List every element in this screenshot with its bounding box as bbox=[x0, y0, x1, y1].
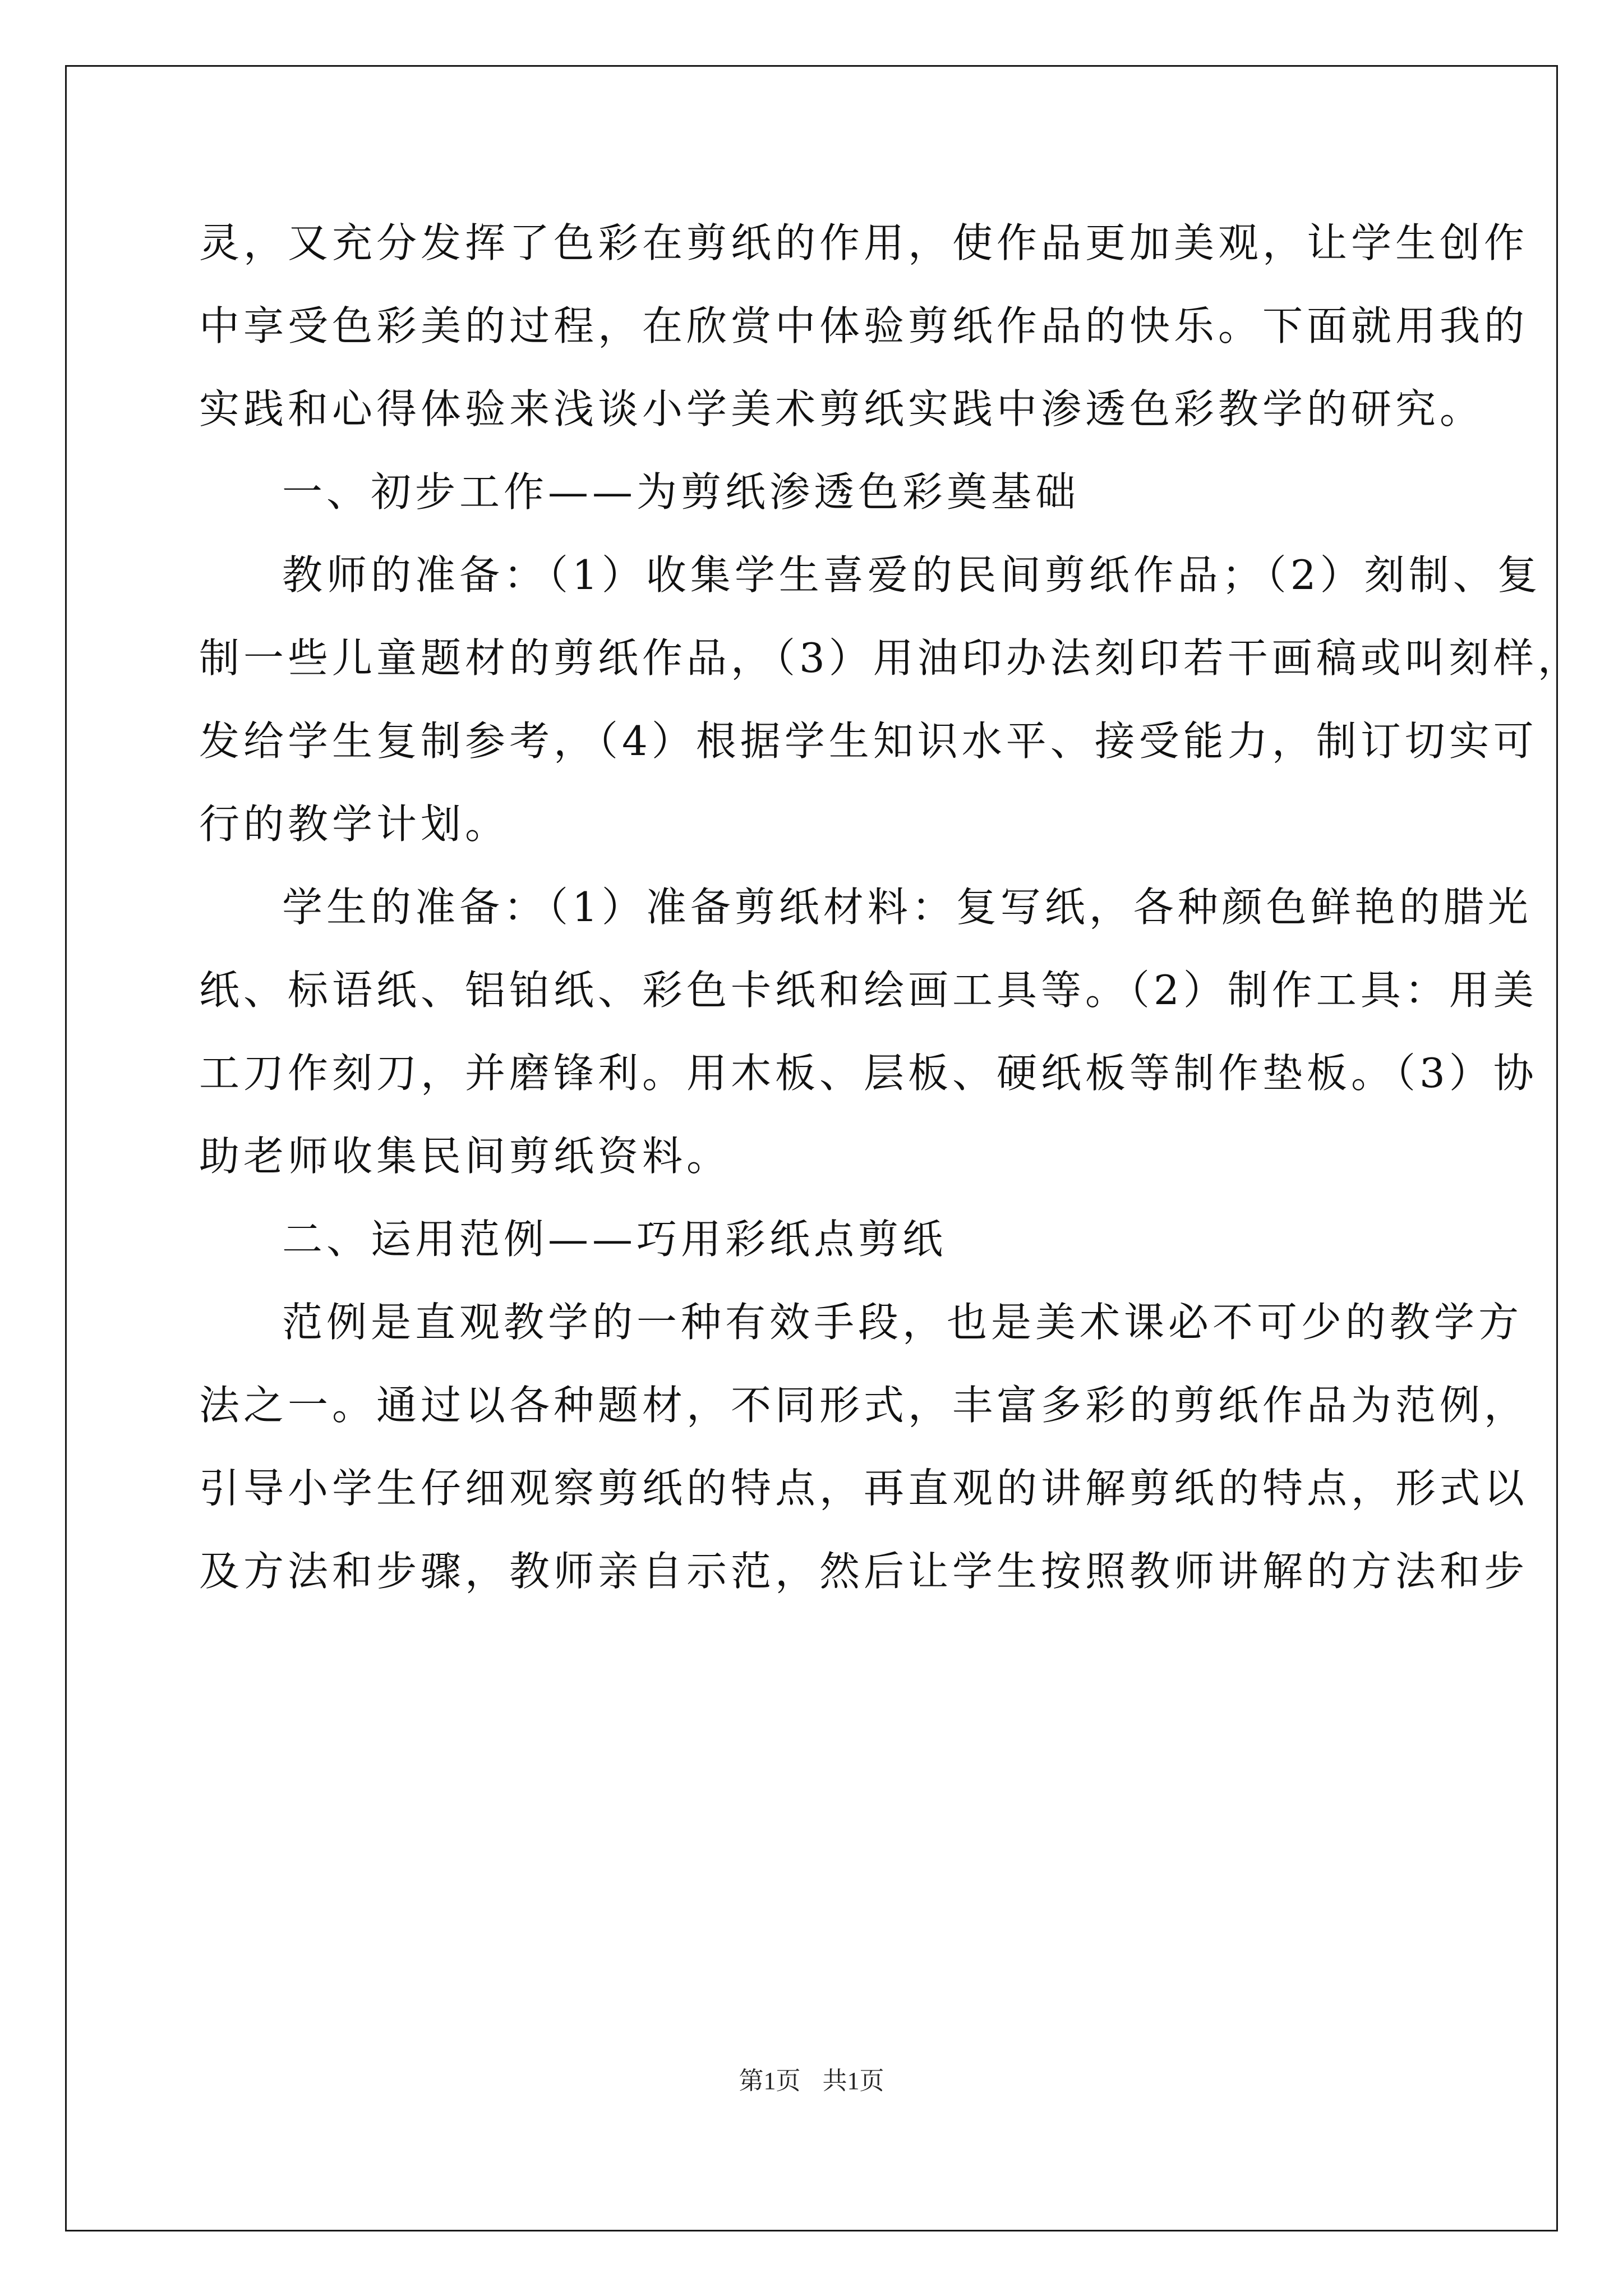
section-heading: 一、初步工作——为剪纸渗透色彩奠基础 bbox=[282, 468, 1080, 516]
page-footer bbox=[0, 2064, 1623, 2098]
page-total: 共1页 bbox=[822, 2067, 884, 2095]
text-line: 法之一。通过以各种题材，不同形式，丰富多彩的剪纸作品为范例， bbox=[199, 1382, 1529, 1429]
page-number: 第1页 bbox=[739, 2067, 801, 2095]
text-line: 引导小学生仔细观察剪纸的特点，再直观的讲解剪纸的特点，形式以 bbox=[199, 1465, 1529, 1512]
text-line: 助老师收集民间剪纸资料。 bbox=[199, 1133, 731, 1180]
text-line: 纸、标语纸、铝铂纸、彩色卡纸和绘画工具等。（2）制作工具：用美 bbox=[199, 967, 1538, 1014]
text-line: 发给学生复制参考，（4）根据学生知识水平、接受能力，制订切实可 bbox=[199, 717, 1538, 765]
text-line: 范例是直观教学的一种有效手段，也是美术课必不可少的教学方 bbox=[282, 1299, 1523, 1346]
text-line: 工刀作刻刀，并磨锋利。用木板、层板、硬纸板等制作垫板。（3）协 bbox=[199, 1050, 1538, 1097]
text-line: 及方法和步骤，教师亲自示范，然后让学生按照教师讲解的方法和步 bbox=[199, 1548, 1529, 1595]
text-line: 实践和心得体验来浅谈小学美术剪纸实践中渗透色彩教学的研究。 bbox=[199, 385, 1484, 432]
text-line: 行的教学计划。 bbox=[199, 800, 510, 848]
text-line: 灵，又充分发挥了色彩在剪纸的作用，使作品更加美观，让学生创作 bbox=[199, 219, 1529, 266]
text-line: 学生的准备：（1）准备剪纸材料：复写纸，各种颜色鲜艳的腊光 bbox=[282, 884, 1532, 931]
section-heading: 二、运用范例——巧用彩纸点剪纸 bbox=[282, 1216, 947, 1263]
text-line: 中享受色彩美的过程，在欣赏中体验剪纸作品的快乐。下面就用我的 bbox=[199, 302, 1529, 349]
text-line: 制一些儿童题材的剪纸作品，（3）用油印办法刻印若干画稿或叫刻样， bbox=[199, 634, 1582, 682]
text-line: 教师的准备：（1）收集学生喜爱的民间剪纸作品；（2）刻制、复 bbox=[282, 551, 1542, 599]
